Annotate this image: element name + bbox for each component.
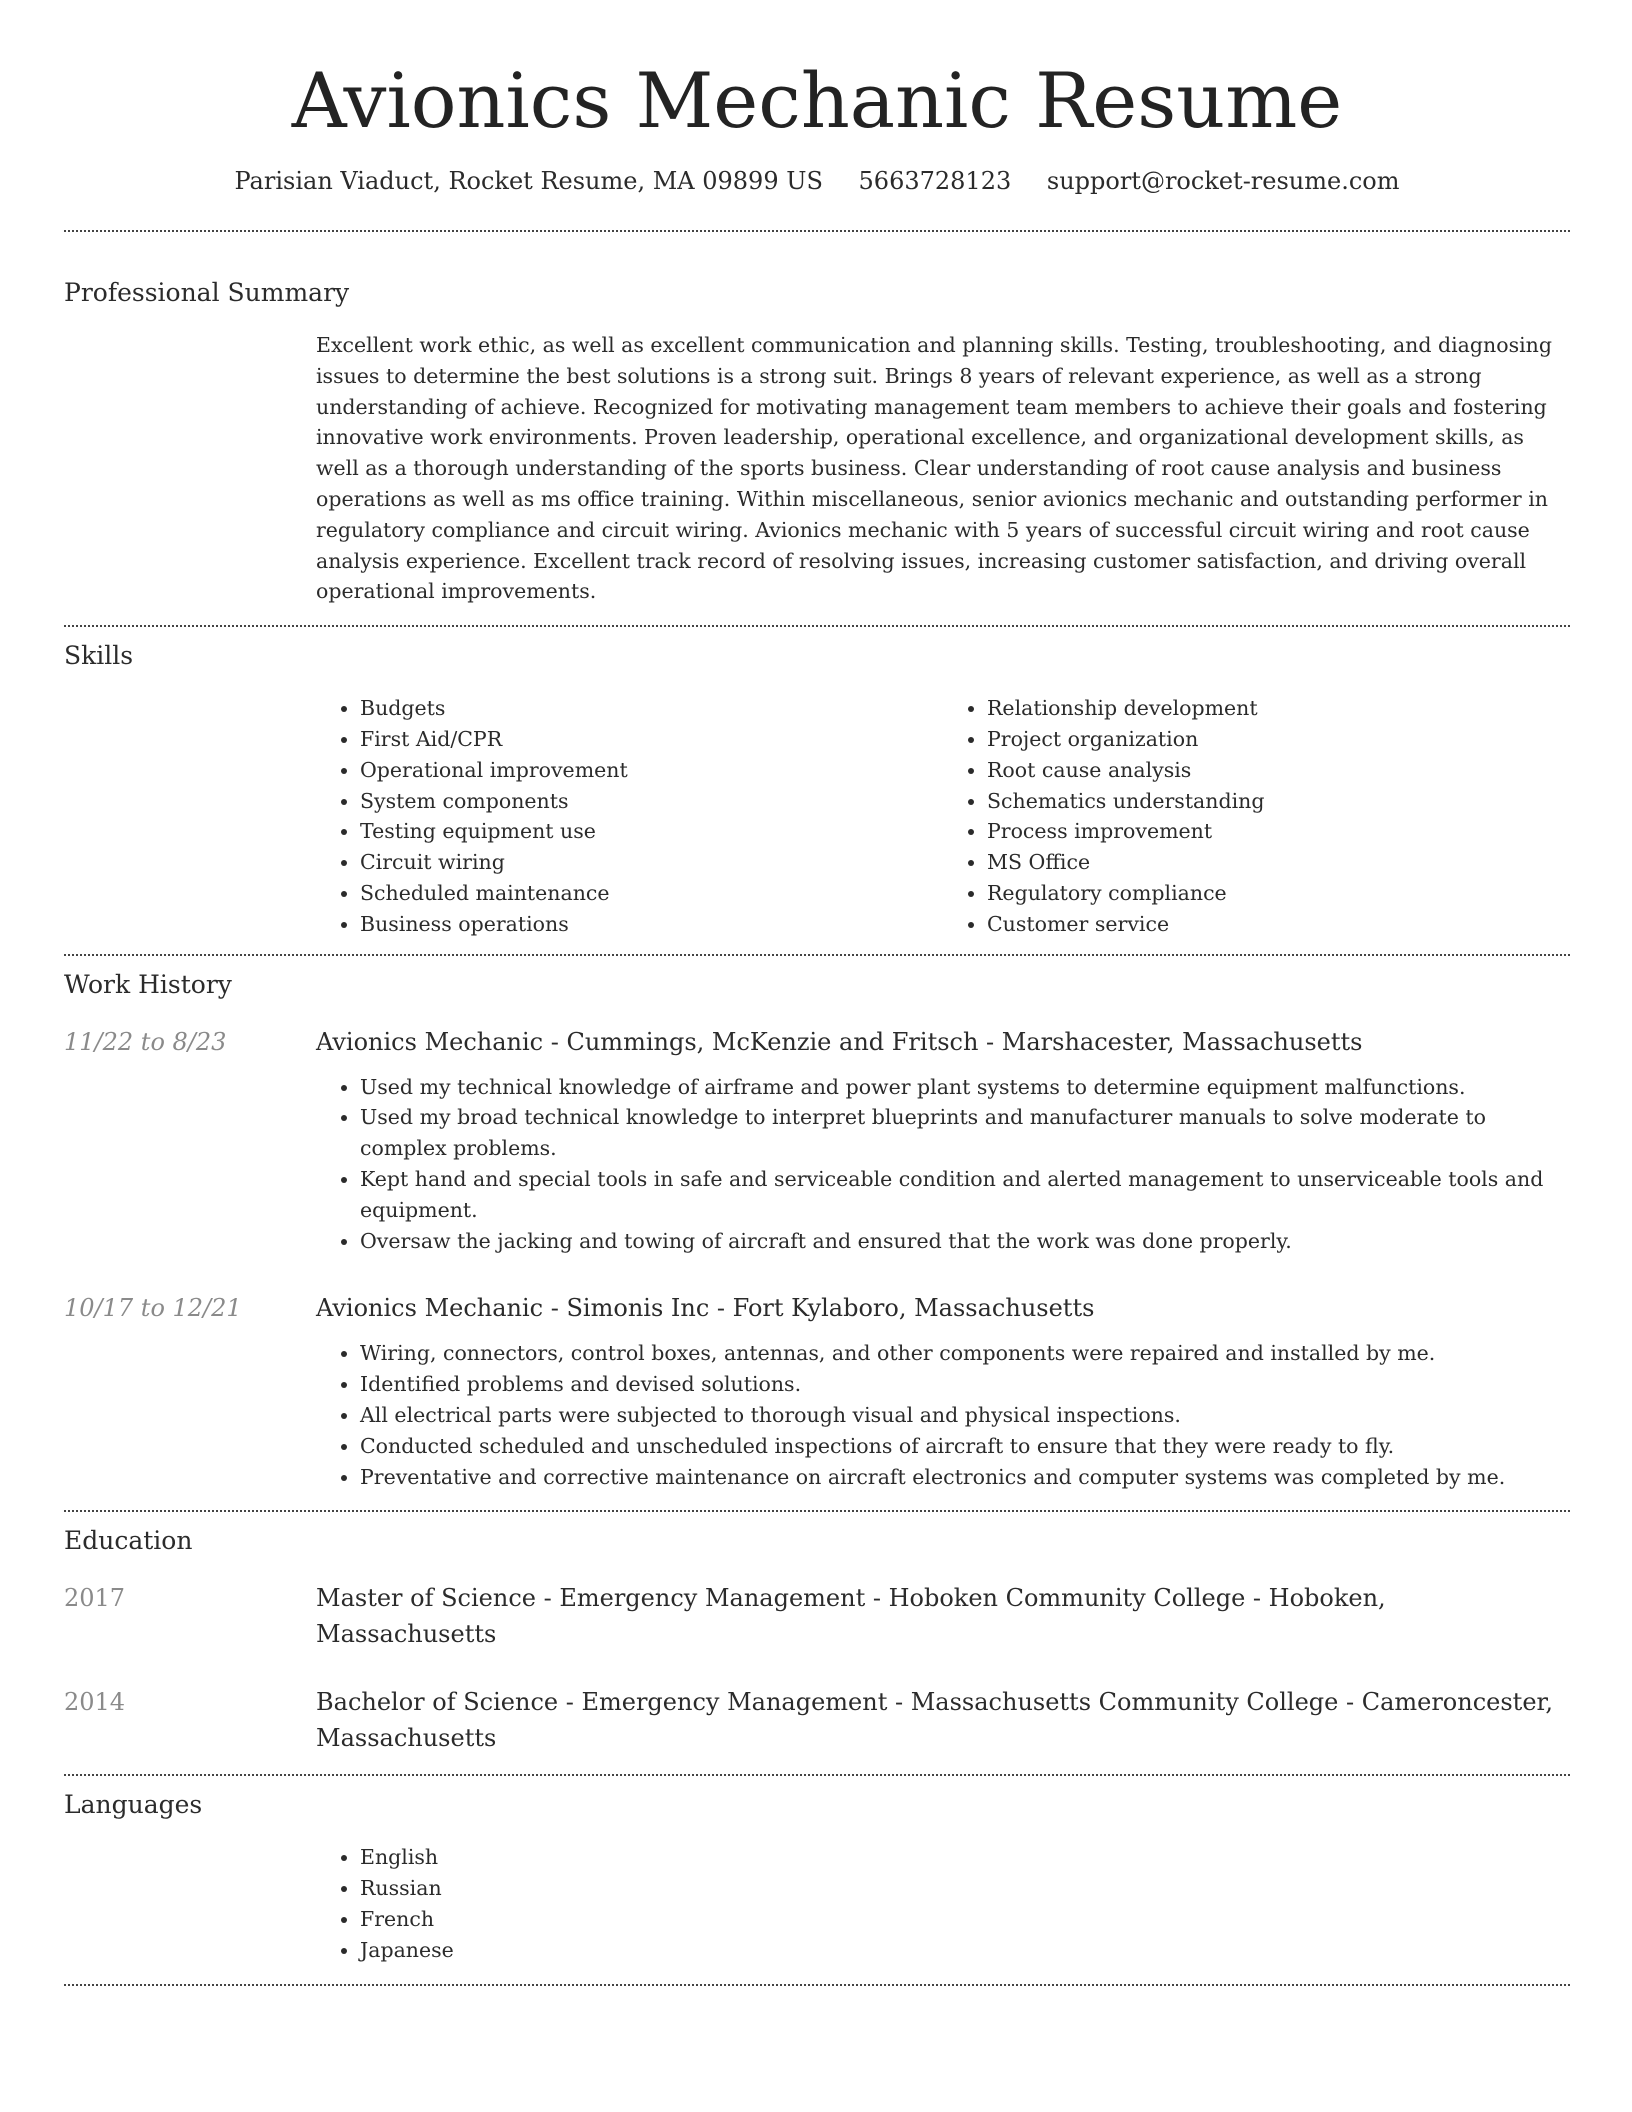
job-title: Avionics Mechanic - Simonis Inc - Fort Kylaboro, Massachusetts	[316, 1294, 1095, 1323]
summary-body	[316, 330, 1570, 607]
list-item: • Used my broad technical knowledge to interpret blueprints and manufacturer manuals to solve moderate to complex problems.	[360, 1102, 1570, 1164]
summary-section	[64, 232, 1570, 607]
education-section	[64, 1512, 1570, 1756]
work-section	[64, 956, 1570, 1493]
list-item: • All electrical parts were subjected to thorough visual and physical inspections.	[360, 1400, 1570, 1431]
list-item: • Used my technical knowledge of airframe and power plant systems to determine equipment malfunctions.	[360, 1072, 1570, 1103]
list-item: • System components	[360, 786, 943, 817]
job-title: Avionics Mechanic - Cummings, McKenzie and Fritsch - Marshacester, Massachusetts	[316, 1027, 1363, 1056]
list-item: • Regulatory compliance	[987, 878, 1570, 909]
list-item: • Project organization	[987, 724, 1570, 755]
education-degree: Master of Science - Emergency Management - Hoboken Community College - Hoboken, Massachusetts	[316, 1584, 1386, 1649]
job-dates: 11/22 to 8/23	[64, 1027, 227, 1056]
list-item: • Schematics understanding	[987, 786, 1570, 817]
languages-list	[316, 1842, 1570, 1965]
skills-heading: Skills	[64, 641, 134, 671]
list-item: • Russian	[360, 1873, 1570, 1904]
list-item: • Wiring, connectors, control boxes, antennas, and other components were repaired and installed by me.	[360, 1338, 1570, 1369]
summary-text: Excellent work ethic, as well as excellent communication and planning skills. Testing, troubleshooting, and diagnosing issues to determine the best solutions is a strong suit. Brings 8 years of relevant experience, as well as a strong understanding of achieve. Recognized for motivating management team members to achieve their goals and fostering innovative work environments. Proven leadership, operational excellence, and organizational development skills, as well as a thorough understanding of the sports business. Clear understanding of root cause analysis and business operations as well as ms office training. Within miscellaneous, senior avionics mechanic and outstanding performer in regulatory compliance and circuit wiring. Avionics mechanic with 5 years of successful circuit wiring and root cause analysis experience. Excellent track record of resolving issues, increasing customer satisfaction, and driving overall operational improvements.	[316, 333, 1552, 604]
education-degree: Bachelor of Science - Emergency Management - Massachusetts Community College - Cameroncester, Massachusetts	[316, 1688, 1553, 1753]
job-details	[316, 1072, 1570, 1257]
skills-list-right	[943, 693, 1570, 939]
list-item: • French	[360, 1904, 1570, 1935]
resume-title: Avionics Mechanic Resume	[291, 56, 1343, 145]
job-bullets	[316, 1072, 1570, 1257]
list-item: • Identified problems and devised solutions.	[360, 1369, 1570, 1400]
job-dates: 10/17 to 12/21	[64, 1294, 242, 1323]
education-year: 2017	[64, 1584, 126, 1613]
job-entry	[64, 1024, 1570, 1257]
list-item: • Oversaw the jacking and towing of aircraft and ensured that the work was done properly.	[360, 1226, 1570, 1257]
list-item: • Japanese	[360, 1935, 1570, 1966]
list-item: • Business operations	[360, 909, 943, 940]
list-item: • Preventative and corrective maintenance on aircraft electronics and computer systems was completed by me.	[360, 1462, 1570, 1493]
address-text: Parisian Viaduct, Rocket Resume, MA 09899 US	[234, 167, 823, 195]
list-item: • Budgets	[360, 693, 943, 724]
job-details	[316, 1338, 1570, 1492]
list-item: • Kept hand and special tools in safe and serviceable condition and alerted management to unserviceable tools and equipment.	[360, 1164, 1570, 1226]
education-year: 2014	[64, 1688, 126, 1717]
list-item: • Scheduled maintenance	[360, 878, 943, 909]
work-heading: Work History	[64, 969, 232, 999]
list-item: • Relationship development	[987, 693, 1570, 724]
education-entry	[64, 1684, 1570, 1756]
skills-grid	[316, 693, 1570, 939]
contact-line	[64, 164, 1570, 198]
list-item: • MS Office	[987, 847, 1570, 878]
job-header	[64, 1024, 1570, 1060]
list-item: • Conducted scheduled and unscheduled inspections of aircraft to ensure that they were ready to fly.	[360, 1431, 1570, 1462]
job-header	[64, 1290, 1570, 1326]
list-item: • Circuit wiring	[360, 847, 943, 878]
education-heading: Education	[64, 1526, 193, 1556]
skills-section	[64, 627, 1570, 939]
skills-list-left	[316, 693, 943, 939]
list-item: • Customer service	[987, 909, 1570, 940]
email-text: support@rocket-resume.com	[1046, 167, 1400, 195]
resume-page	[64, 0, 1570, 1986]
list-item: • English	[360, 1842, 1570, 1873]
list-item: • Operational improvement	[360, 755, 943, 786]
list-item: • Process improvement	[987, 816, 1570, 847]
skills-body	[316, 693, 1570, 939]
job-bullets	[316, 1338, 1570, 1492]
education-entry	[64, 1580, 1570, 1652]
languages-section	[64, 1776, 1570, 1965]
languages-heading: Languages	[64, 1790, 203, 1820]
job-entry	[64, 1290, 1570, 1492]
phone-text: 5663728123	[858, 167, 1012, 195]
list-item: • First Aid/CPR	[360, 724, 943, 755]
languages-body	[316, 1842, 1570, 1965]
list-item: • Root cause analysis	[987, 755, 1570, 786]
summary-heading: Professional Summary	[64, 278, 350, 307]
list-item: • Testing equipment use	[360, 816, 943, 847]
divider	[64, 1984, 1570, 1986]
